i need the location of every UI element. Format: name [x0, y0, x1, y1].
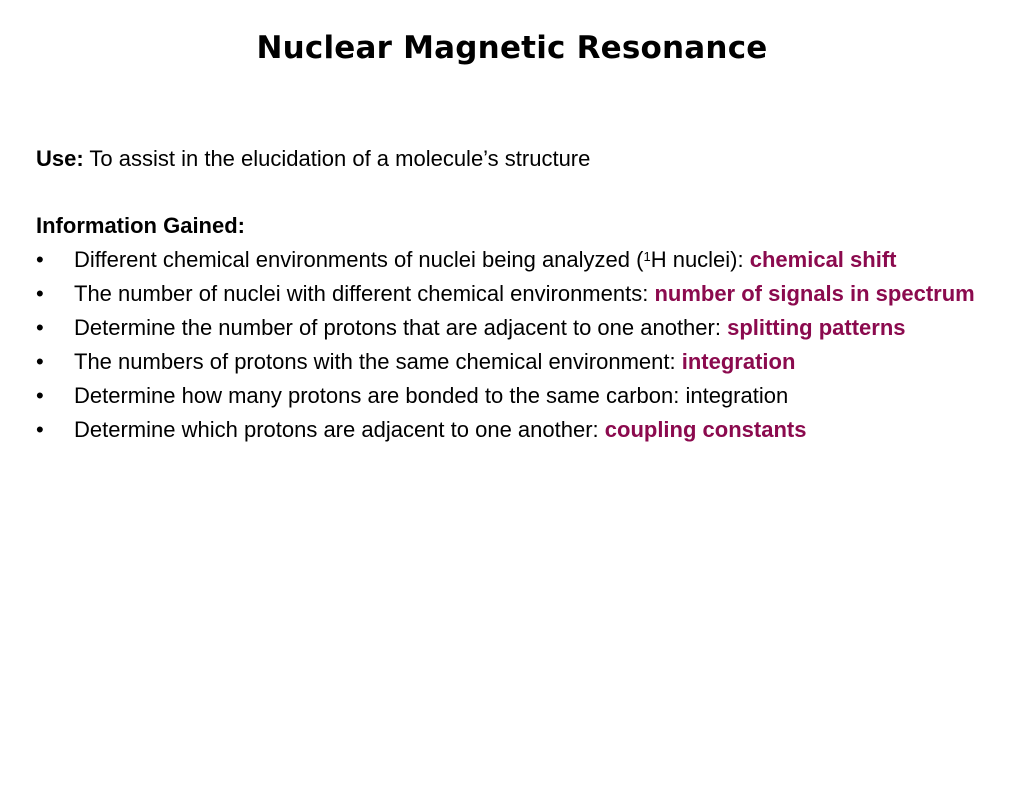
item-text: H nuclei): — [650, 247, 750, 272]
use-line — [36, 146, 590, 172]
item-text: Different chemical environments of nuclei being analyzed ( — [74, 247, 644, 272]
item-text: The numbers of protons with the same chemical environment: — [74, 349, 682, 374]
information-gained-heading: Information Gained: — [36, 213, 245, 238]
item-term: coupling constants — [604, 417, 807, 442]
bullet-icon: • — [36, 315, 44, 340]
use-label: Use: — [36, 146, 84, 171]
item-term: integration — [681, 349, 796, 374]
bullet-icon: • — [36, 349, 44, 374]
item-term: splitting patterns — [727, 315, 906, 340]
list-item — [36, 382, 986, 410]
item-term: number of signals in spectrum — [654, 281, 975, 306]
list-item — [36, 246, 986, 274]
use-text: To assist in the elucidation of a molecule’s structure — [83, 146, 591, 171]
item-text: The number of nuclei with different chemical environments: — [74, 281, 655, 306]
bullet-icon: • — [36, 247, 44, 272]
bullet-icon: • — [36, 281, 44, 306]
slide-title: Nuclear Magnetic Resonance — [256, 30, 768, 66]
item-superscript: 1 — [643, 249, 651, 264]
bullet-icon: • — [36, 383, 44, 408]
item-text: Determine which protons are adjacent to one another: — [74, 417, 605, 442]
bullet-icon: • — [36, 417, 44, 442]
item-text: Determine the number of protons that are adjacent to one another: — [74, 315, 728, 340]
list-item — [36, 348, 986, 376]
list-item — [36, 314, 986, 342]
information-list — [36, 246, 986, 450]
item-text: Determine how many protons are bonded to the same carbon: integration — [74, 383, 789, 408]
item-term: chemical shift — [749, 247, 897, 272]
list-item — [36, 416, 986, 444]
list-item — [36, 280, 986, 308]
